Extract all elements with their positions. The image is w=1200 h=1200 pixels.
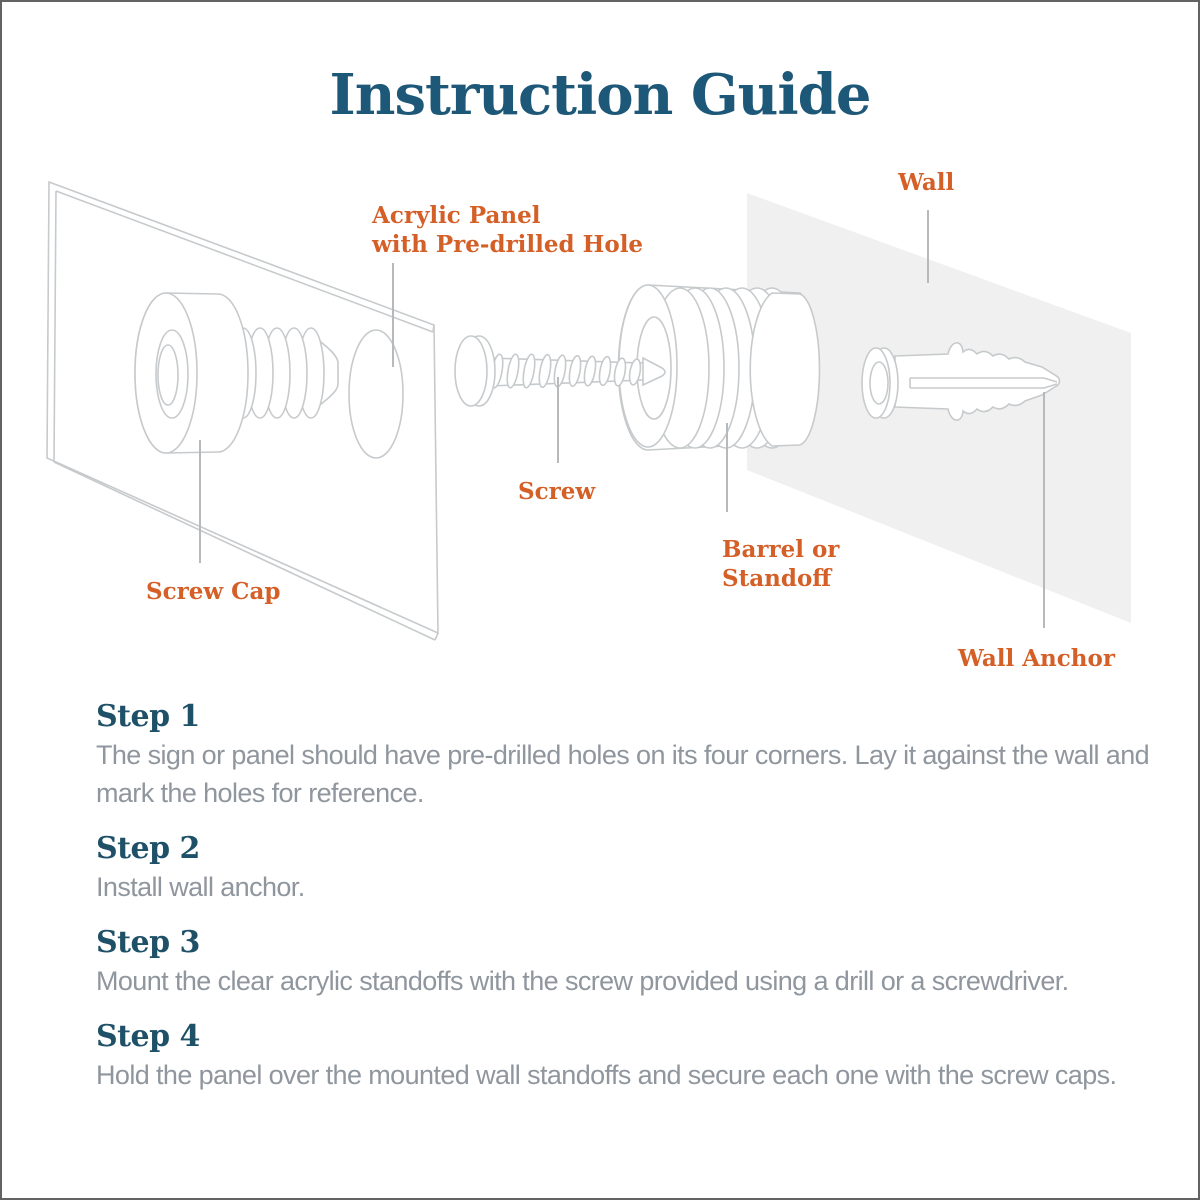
instruction-steps (96, 700, 1168, 1114)
pre-drilled-hole-drawing (349, 330, 403, 458)
label-barrel-line2: Standoff (722, 565, 832, 592)
label-screw-cap: Screw Cap (146, 578, 281, 605)
label-wall-anchor: Wall Anchor (958, 645, 1115, 672)
step-3-heading: Step 3 (96, 925, 200, 960)
step-4-body: Hold the panel over the mounted wall standoffs and secure each one with the screw caps. (96, 1060, 1117, 1090)
label-barrel-line1: Barrel or (722, 536, 840, 563)
label-barrel-standoff (722, 535, 839, 593)
step-1-body: The sign or panel should have pre-drilled holes on its four corners. Lay it against the wall and mark the holes for reference. (96, 740, 1150, 808)
page-title: Instruction Guide (329, 62, 871, 128)
label-acrylic-panel-line1: Acrylic Panel (372, 202, 541, 229)
step-2-heading: Step 2 (96, 831, 200, 866)
screw-cap-drawing (135, 293, 338, 453)
step-2-body: Install wall anchor. (96, 872, 305, 902)
step-1-heading: Step 1 (96, 699, 200, 734)
step-4 (96, 1020, 1168, 1094)
step-2 (96, 832, 1168, 906)
step-4-heading: Step 4 (96, 1019, 200, 1054)
label-screw: Screw (518, 478, 596, 505)
label-acrylic-panel-line2: with Pre-drilled Hole (372, 231, 644, 258)
step-1 (96, 700, 1168, 812)
step-3 (96, 926, 1168, 1000)
label-wall: Wall (898, 169, 955, 196)
label-acrylic-panel (372, 201, 643, 259)
step-3-body: Mount the clear acrylic standoffs with the screw provided using a drill or a screwdriver. (96, 966, 1069, 996)
